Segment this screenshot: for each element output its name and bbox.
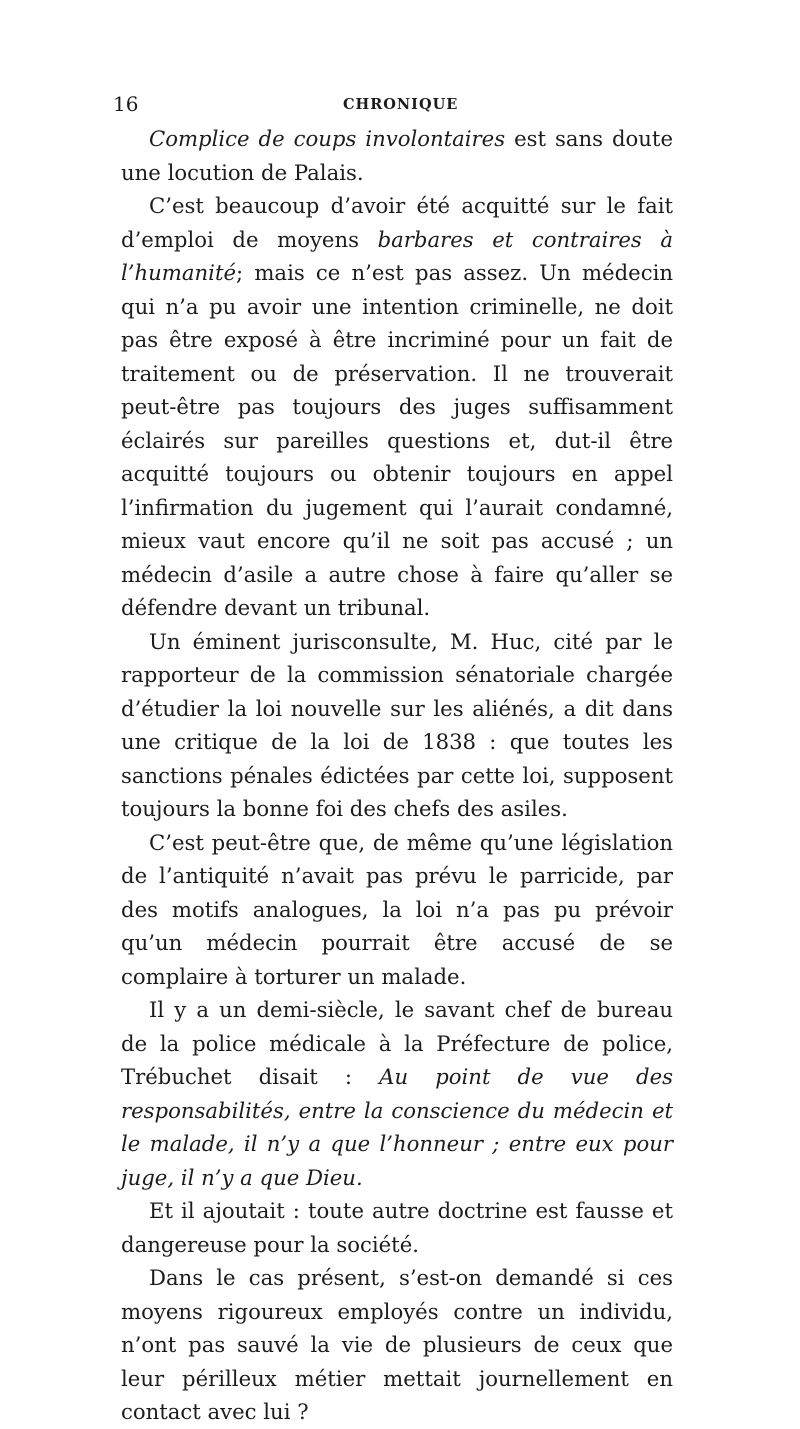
paragraph-text: C’est beaucoup d’avoir été acquitté sur le fait d’emploi de moyens — [121, 193, 673, 252]
running-header — [113, 92, 683, 116]
paragraph-text: Il y a un demi-siècle, le savant chef de bureau de la police médicale à la Préfecture de police, Trébuchet disait : — [121, 997, 673, 1089]
paragraph-6 — [121, 1194, 673, 1261]
paragraph-text: Un éminent jurisconsulte, M. Huc, cité par le rapporteur de la commission sénatoriale chargée d’étudier la loi nouvelle sur les aliénés, a dit dans une critique de la loi de 1838 : que toutes les sanctions pénales édictées par cette loi, supposent toujours la bonne foi des chefs des asiles. — [121, 628, 673, 821]
paragraph-7 — [121, 1261, 673, 1429]
italic-phrase: barbares et contraires à l’humanité — [121, 226, 674, 285]
paragraph-text: est sans doute une locution de Palais. — [121, 126, 673, 185]
paragraph-text: Et il ajoutait : toute autre doctrine est fausse et dangereuse pour la société. — [121, 1198, 673, 1257]
paragraph-text: C’est peut-être que, de même qu’une législation de l’antiquité n’avait pas prévu le parricide, par des motifs analogues, la loi n’a pas pu prévoir qu’un médecin pourrait être accusé de se complaire à torturer un malade. — [121, 829, 673, 989]
paragraph-3 — [121, 625, 673, 826]
running-title: CHRONIQUE — [343, 96, 459, 113]
paragraph-1 — [121, 122, 673, 189]
paragraph-text: Dans le cas présent, s’est-on demandé si ces moyens rigoureux employés contre un individu, n’ont pas sauvé la vie de plusieurs de ceux que leur périlleux métier mettait journellement en contact avec lui ? — [121, 1265, 673, 1424]
italic-quote: Au point de vue des responsabilités, entre la conscience du médecin et le malade, il n’y a que l’honneur ; entre eux pour juge, il n’y a que Dieu. — [121, 1064, 673, 1190]
paragraph-5 — [121, 993, 673, 1194]
italic-phrase: Complice de coups involontaires — [149, 126, 506, 151]
body-text — [121, 122, 673, 1429]
paragraph-2 — [121, 189, 673, 625]
paragraph-text: ; mais ce n’est pas assez. Un médecin qui n’a pu avoir une intention criminelle, ne doit pas être exposé à être incriminé pour un fait de traitement ou de préservation. Il ne trouverait peut-être pas toujours des juges suffisamment éclairés sur pareilles questions et, dut-il être acquitté toujours ou obtenir toujours en appel l’infirmation du jugement qui l’aurait condamné, mieux vaut encore qu’il ne soit pas accusé ; un médecin d’asile a autre chose à faire qu’aller se défendre devant un tribunal. — [121, 260, 673, 620]
paragraph-4 — [121, 826, 673, 994]
page-number: 16 — [113, 92, 139, 116]
